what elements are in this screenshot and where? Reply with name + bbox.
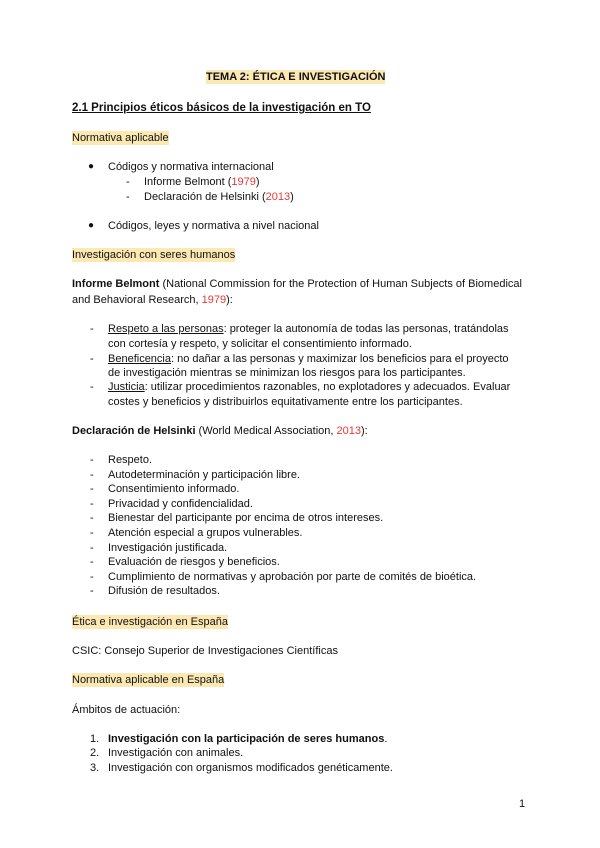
dash-icon: - [126, 191, 130, 203]
list-item: Códigos y normativa internacional [108, 161, 274, 173]
dash-icon: - [90, 381, 94, 393]
page-number: 1 [519, 798, 526, 810]
principle-respeto-line2: con cortesía y respeto, y solicitar el consentimiento informado. [108, 338, 412, 350]
normativa-heading: Normativa aplicable [72, 132, 169, 144]
dash-icon: - [90, 571, 94, 583]
helsinki-item: Evaluación de riesgos y beneficios. [108, 556, 280, 568]
helsinki-paragraph: Declaración de Helsinki (World Medical Association, 2013): [72, 425, 368, 437]
helsinki-item: Privacidad y confidencialidad. [108, 498, 253, 510]
principle-beneficencia: Beneficencia: no dañar a las personas y maximizar los beneficios para el proyecto [108, 353, 509, 365]
ordered-item-number: 3. [90, 762, 100, 774]
dash-icon: - [90, 353, 94, 365]
dash-icon: - [90, 454, 94, 466]
helsinki-item: Cumplimiento de normativas y aprobación por parte de comités de bioética. [108, 571, 477, 583]
dash-icon: - [90, 498, 94, 510]
bullet-icon: ● [88, 220, 95, 231]
helsinki-item: Autodeterminación y participación libre. [108, 469, 300, 481]
helsinki-item: Bienestar del participante por encima de otros intereses. [108, 512, 384, 524]
belmont-paragraph-line2: and Behavioral Research, 1979): [72, 294, 233, 306]
belmont-paragraph: Informe Belmont (National Commission for the Protection of Human Subjects of Biomedical [72, 278, 522, 290]
dash-icon: - [90, 323, 94, 335]
principle-justicia-line2: costes y beneficios y distribuirlos equitativamente entre los participantes. [108, 396, 463, 408]
dash-icon: - [90, 469, 94, 481]
dash-icon: - [90, 542, 94, 554]
helsinki-item: Difusión de resultados. [108, 585, 220, 597]
ordered-item-number: 2. [90, 747, 100, 759]
helsinki-item: Atención especial a grupos vulnerables. [108, 527, 303, 539]
principle-respeto: Respeto a las personas: proteger la autonomía de todas las personas, tratándolas [108, 323, 509, 335]
ambitos-label: Ámbitos de actuación: [72, 704, 181, 716]
normativa-espana-heading: Normativa aplicable en España [72, 674, 225, 686]
list-item: Códigos, leyes y normativa a nivel nacional [108, 220, 319, 232]
ordered-item: Investigación con la participación de seres humanos. [108, 733, 388, 745]
dash-icon: - [90, 512, 94, 524]
bullet-icon: ● [88, 161, 95, 172]
dash-icon: - [90, 483, 94, 495]
dash-icon: - [90, 556, 94, 568]
seres-humanos-heading: Investigación con seres humanos [72, 249, 236, 261]
espana-heading: Ética e investigación en España [72, 616, 228, 628]
helsinki-item: Consentimiento informado. [108, 483, 240, 495]
section-heading: 2.1 Principios éticos básicos de la investigación en TO [72, 102, 371, 114]
ordered-item: Investigación con organismos modificados genéticamente. [108, 762, 393, 774]
helsinki-item: Respeto. [108, 454, 153, 466]
dash-icon: - [90, 585, 94, 597]
dash-icon: - [126, 176, 130, 188]
document-title: TEMA 2: ÉTICA E INVESTIGACIÓN [206, 71, 386, 83]
ordered-item: Investigación con animales. [108, 747, 244, 759]
dash-icon: - [90, 527, 94, 539]
principle-beneficencia-line2: de investigación mientras se minimizan los riesgos para los participantes. [108, 367, 466, 379]
helsinki-item: Investigación justificada. [108, 542, 228, 554]
sublist-item-helsinki: Declaración de Helsinki (2013) [144, 191, 294, 203]
sublist-item-belmont: Informe Belmont (1979) [144, 176, 260, 188]
principle-justicia: Justicia: utilizar procedimientos razonables, no explotadores y adecuados. Evaluar [108, 381, 511, 393]
csic-text: CSIC: Consejo Superior de Investigaciones Científicas [72, 645, 338, 657]
ordered-item-number: 1. [90, 733, 100, 745]
